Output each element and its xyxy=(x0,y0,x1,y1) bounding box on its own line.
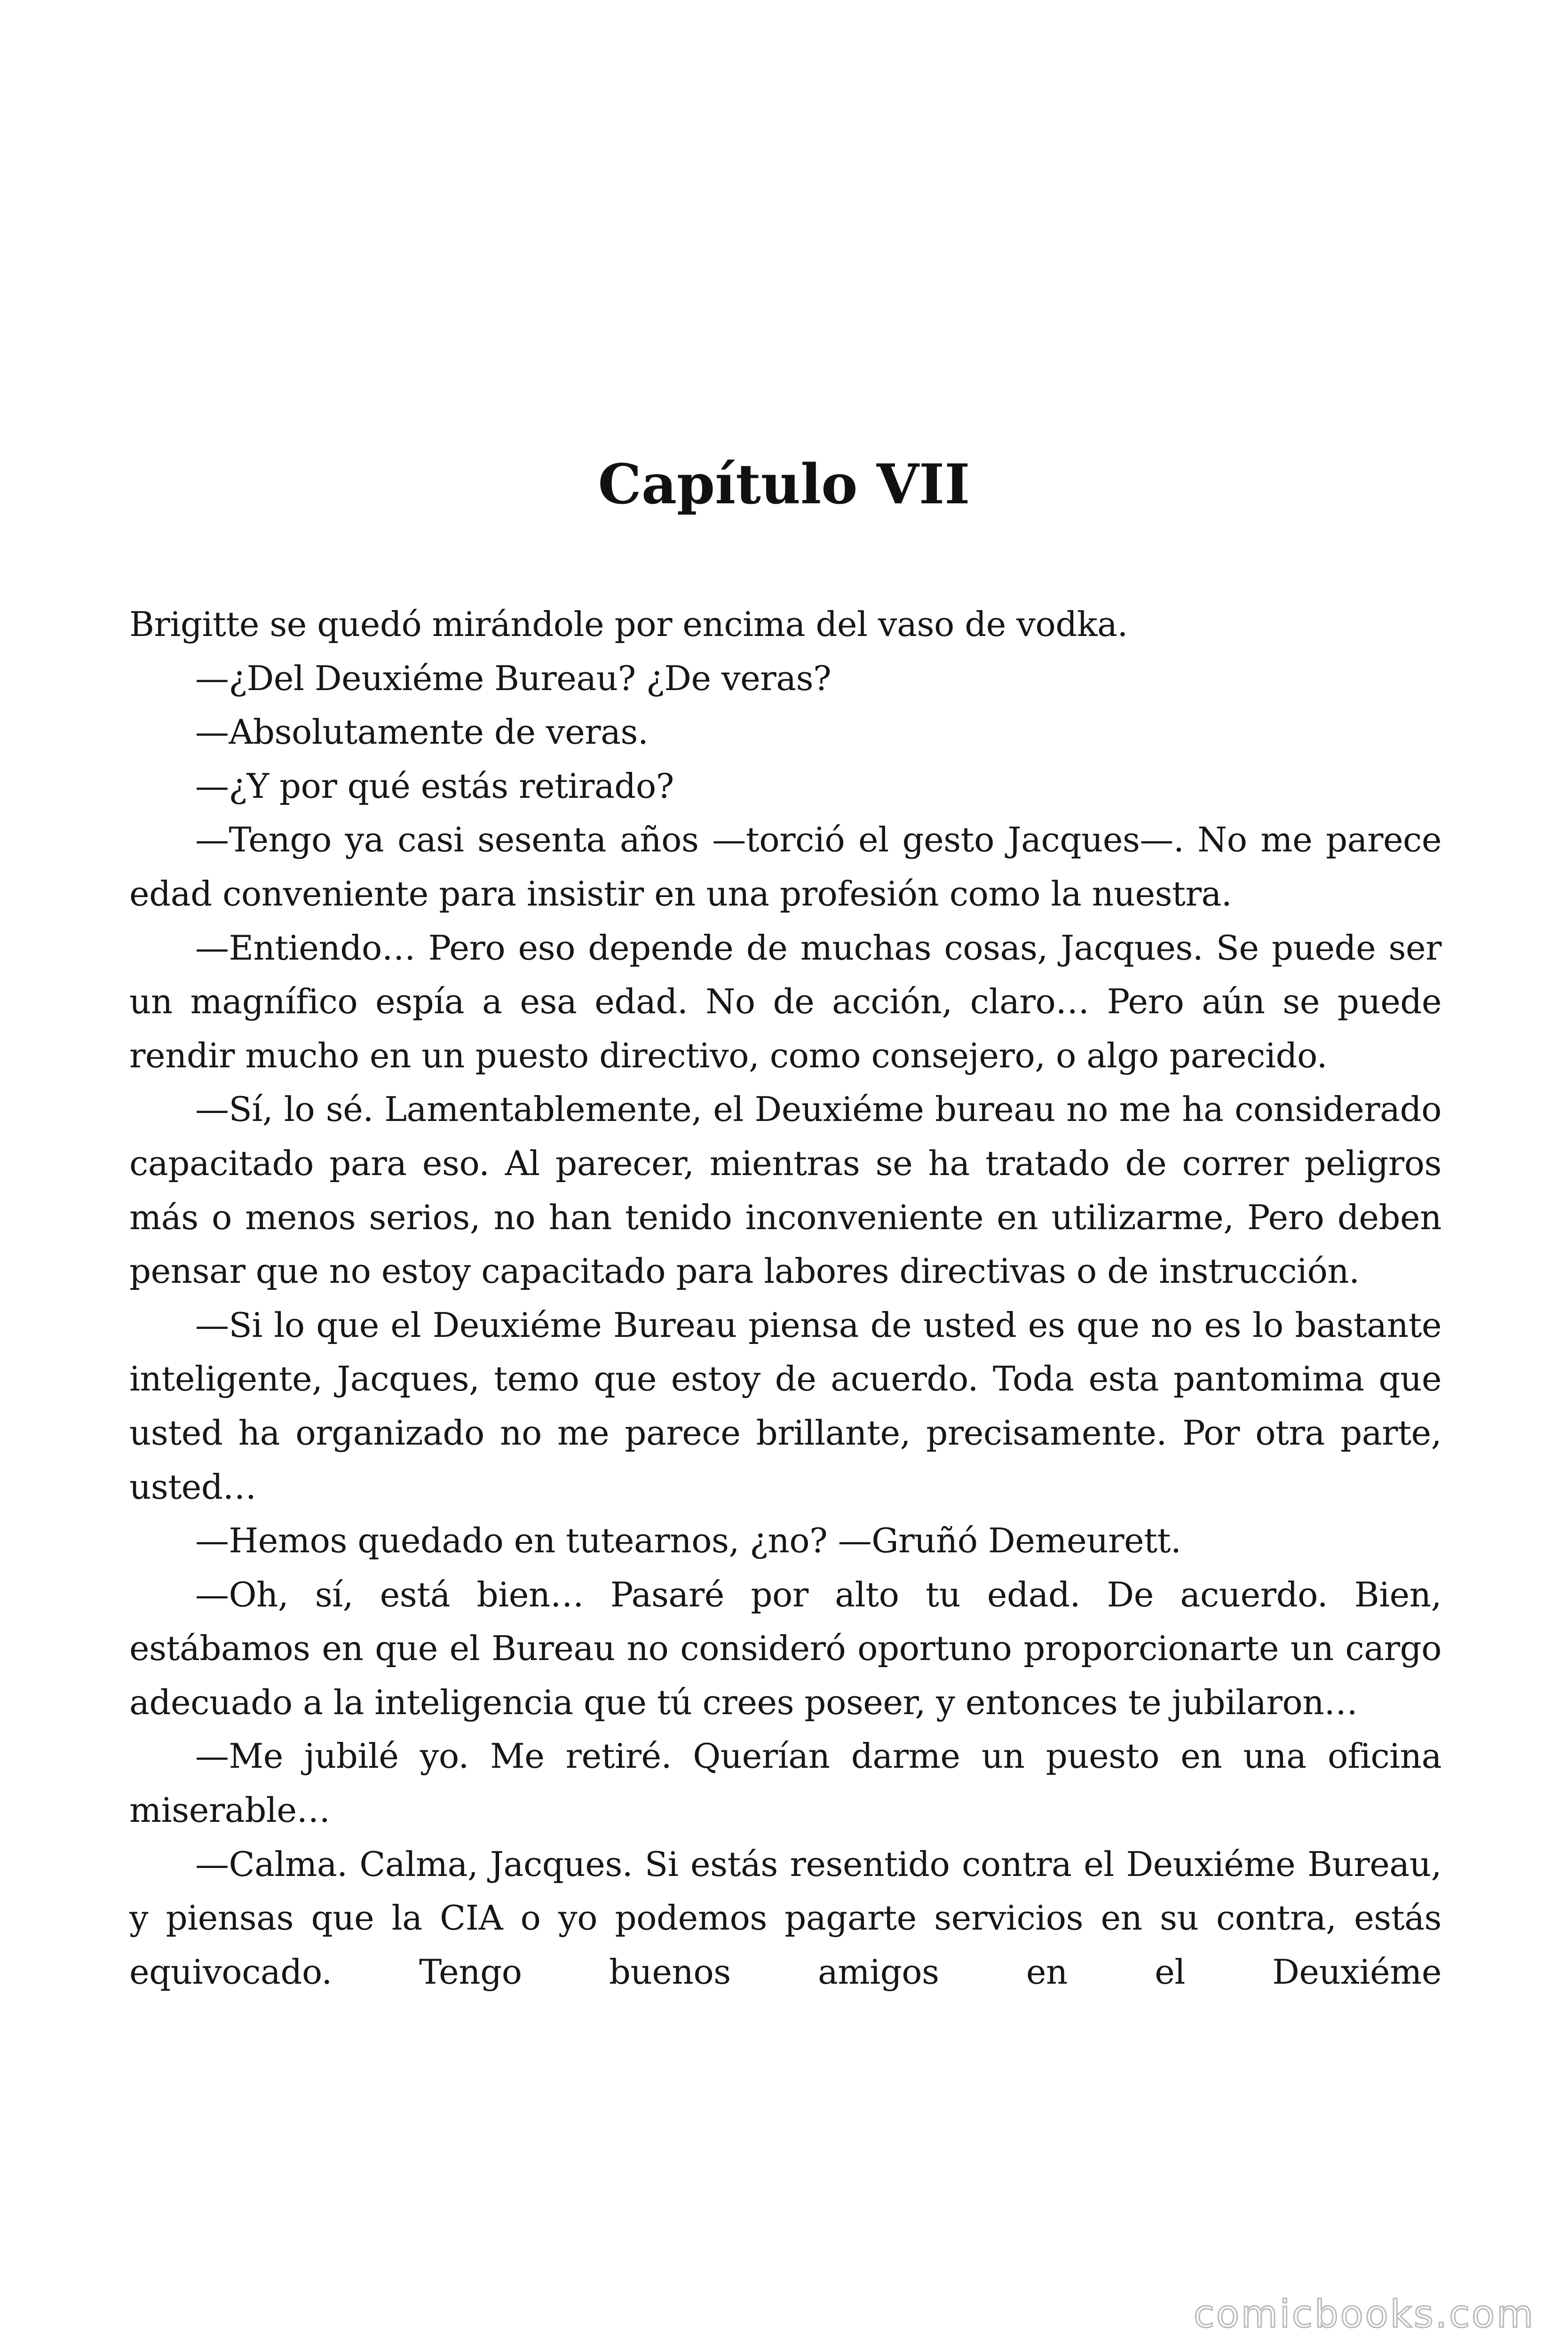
chapter-body xyxy=(129,597,1441,1999)
paragraph: —Hemos quedado en tutearnos, ¿no? —Gruñó Demeurett. xyxy=(195,1521,1181,1561)
paragraph: —Absolutamente de veras. xyxy=(195,712,649,752)
paragraph: —Tengo ya casi sesenta años —torció el gesto Jacques—. No me parece edad conveniente para insistir en una profesión como la nuestra. xyxy=(129,820,1441,914)
paragraph: —Sí, lo sé. Lamentablemente, el Deuxiéme bureau no me ha considerado capacitado para eso. Al parecer, mientras se ha tratado de correr peligros más o menos serios, no han tenido inconveniente en utilizarme, Pero deben pensar que no estoy capacitado para labores directivas o de instrucción. xyxy=(129,1089,1441,1291)
watermark: comicbooks.com xyxy=(1193,2292,1535,2336)
paragraph: —¿Y por qué estás retirado? xyxy=(195,766,674,806)
paragraph: —Me jubilé yo. Me retiré. Querían darme un puesto en una oficina miserable… xyxy=(129,1736,1441,1830)
paragraph: Brigitte se quedó mirándole por encima del vaso de vodka. xyxy=(129,604,1128,644)
paragraph: —Si lo que el Deuxiéme Bureau piensa de usted es que no es lo bastante inteligente, Jacques, temo que estoy de acuerdo. Toda esta pantomima que usted ha organizado no me parece brillante, precisamente. Por otra parte, usted… xyxy=(129,1305,1441,1507)
paragraph: —Oh, sí, está bien… Pasaré por alto tu edad. De acuerdo. Bien, estábamos en que el Bureau no consideró oportuno proporcionarte un cargo adecuado a la inteligencia que tú crees poseer, y entonces te jubilaron… xyxy=(129,1574,1441,1722)
chapter-title: Capítulo VII xyxy=(598,453,970,516)
paragraph: —¿Del Deuxiéme Bureau? ¿De veras? xyxy=(195,658,832,698)
paragraph: —Entiendo… Pero eso depende de muchas cosas, Jacques. Se puede ser un magnífico espía a esa edad. No de acción, claro… Pero aún se puede rendir mucho en un puesto directivo, como consejero, o algo parecido. xyxy=(129,928,1441,1075)
paragraph: —Calma. Calma, Jacques. Si estás resentido contra el Deuxiéme Bureau, y piensas que la CIA o yo podemos pagarte servicios en su contra, estás equivocado. Tengo buenos amigos en el Deuxiéme xyxy=(129,1844,1441,1992)
